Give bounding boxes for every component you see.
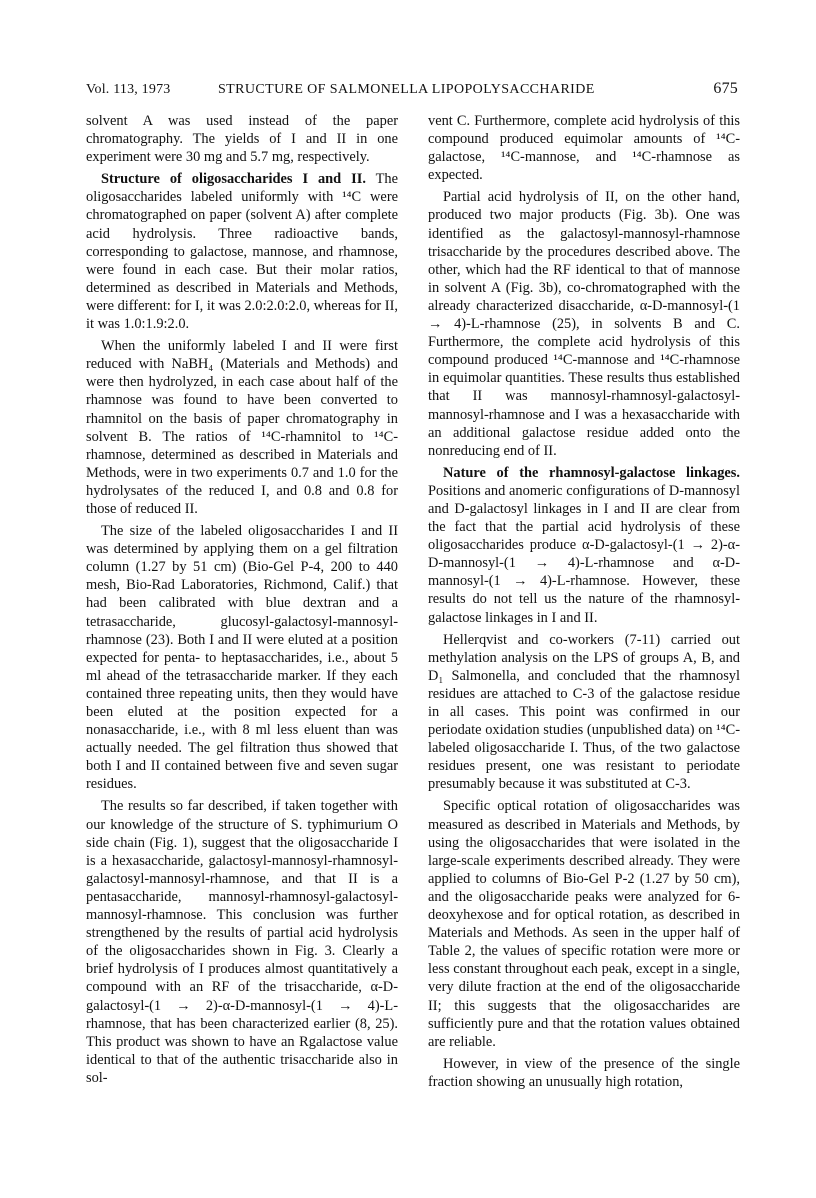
running-title: STRUCTURE OF SALMONELLA LIPOPOLYSACCHARIDE	[218, 82, 595, 97]
paragraph: Partial acid hydrolysis of II, on the other hand, produced two major products (Fig. 3b). One was identified as the galactosyl-mannosyl-rhamnose trisaccharide by the procedures described above. The other, which had the RF identical to that of mannose in solvent A (Fig. 3b), co-chromatographed with the already characterized disaccharide, α-D-mannosyl-(1 → 4)-L-rhamnose (25), in solvents B and C. Furthermore, the complete acid hydrolysis of this compound produced ¹⁴C-mannose and ¹⁴C-rhamnose in equimolar quantities. These results thus established that II was mannosyl-rhamnosyl-galactosyl-mannosyl-rhamnose and I was a hexasaccharide with an additional galactose residue added onto the nonreducing end of II.	[428, 189, 740, 459]
paragraph: Hellerqvist and co-workers (7-11) carried out methylation analysis on the LPS of groups A, B, and D₁ Salmonella, and concluded that the rhamnosyl residues are attached to C-3 of the galactose residue in all cases. This point was confirmed in our periodate oxidation studies (unpublished data) on ¹⁴C-labeled oligosaccharide I. Thus, of the two galactose residues present, one was resistant to periodate presumably because it was substituted at C-3.	[428, 631, 740, 793]
paragraph: The results so far described, if taken together with our knowledge of the structure of S. typhimurium O side chain (Fig. 1), suggest that the oligosaccharide I is a hexasaccharide, galactosyl-mannosyl-rhamnosyl-galactosyl-mannosyl-rhamnose, and that II is a pentasaccharide, mannosyl-rhamnosyl-galactosyl-mannosyl-rhamnose. This conclusion was further strengthened by the results of partial acid hydrolysis of the oligosaccharides shown in Fig. 3. Clearly a brief hydrolysis of I produces almost quantitatively a compound with an RF of the trisaccharide, α-D-galactosyl-(1 → 2)-α-D-mannosyl-(1 → 4)-L-rhamnose, that has been characterized earlier (8, 25). This product was shown to have an Rgalactose value identical to that of the authentic trisaccharide also in sol-	[86, 798, 398, 1086]
left-column	[86, 112, 398, 1091]
section-heading: Structure of oligosaccharides I and II.	[101, 171, 366, 188]
section-heading: Nature of the rhamnosyl-galactose linkages.	[443, 464, 740, 481]
paragraph: Nature of the rhamnosyl-galactose linkages. Positions and anomeric configurations of D-mannosyl and D-galactosyl linkages in I and II are clear from the fact that the partial acid hydrolysis of these oligosaccharides produce α-D-galactosyl-(1 → 2)-α-D-mannosyl-(1 → 4)-L-rhamnose and α-D-mannosyl-(1 → 4)-L-rhamnose. However, these results do not tell us the nature of the rhamnosyl-galactose linkages in I and II.	[428, 464, 740, 626]
paragraph: When the uniformly labeled I and II were first reduced with NaBH₄ (Materials and Methods) and were then hydrolyzed, in each case about half of the rhamnose was found to have been converted to rhamnitol on the basis of paper chromatography in solvent B. The ratios of ¹⁴C-rhamnitol to ¹⁴C-rhamnose, determined as described in Materials and Methods, were in two experiments 0.7 and 1.0 for the hydrolysates of the reduced I, and 0.8 and 0.8 for those of reduced II.	[86, 338, 398, 517]
paragraph: However, in view of the presence of the single fraction showing an unusually high rotation,	[428, 1055, 740, 1090]
volume-label: Vol. 113, 1973	[86, 82, 171, 97]
paragraph: vent C. Furthermore, complete acid hydrolysis of this compound produced equimolar amounts of ¹⁴C-galactose, ¹⁴C-mannose, and ¹⁴C-rhamnose as expected.	[428, 113, 740, 184]
page-number: 675	[713, 80, 738, 97]
paragraph: The size of the labeled oligosaccharides I and II was determined by applying them on a gel filtration column (1.27 by 51 cm) (Bio-Gel P-4, 200 to 440 mesh, Bio-Rad Laboratories, Richmond, Calif.) that had been calibrated with blue dextran and a tetrasaccharide, glucosyl-galactosyl-mannosyl-rhamnose (23). Both I and II were eluted at a position expected for penta- to heptasaccharides, i.e., about 5 ml ahead of the tetrasaccharide marker. If they each contained three repeating units, then they would have been eluted at the position expected for a nonasaccharide, i.e., with 8 ml less eluent than was actually needed. The gel filtration thus showed that both I and II contained between five and seven sugar residues.	[86, 523, 398, 793]
right-column	[428, 112, 740, 1095]
paragraph: Structure of oligosaccharides I and II. The oligosaccharides labeled uniformly with ¹⁴C were chromatographed on paper (solvent A) after complete acid hydrolysis. Three radioactive bands, corresponding to galactose, mannose, and rhamnose, were found in each case. But their molar ratios, determined as described in Materials and Methods, were different: for I, it was 2.0:2.0:2.0, whereas for II, it was 1.0:1.9:2.0.	[86, 171, 398, 333]
paragraph: solvent A was used instead of the paper chromatography. The yields of I and II in one experiment were 30 mg and 5.7 mg, respectively.	[86, 113, 398, 166]
paragraph: Specific optical rotation of oligosaccharides was measured as described in Materials and Methods, by using the oligosaccharides that were isolated in the large-scale experiments described already. They were applied to columns of Bio-Gel P-2 (1.27 by 50 cm), and the oligosaccharide peaks were analyzed for 6-deoxyhexose and for optical rotation, as described in Materials and Methods. As seen in the upper half of Table 2, the values of specific rotation were more or less constant throughout each peak, except in a single, very dilute fraction at the end of the oligosaccharide II; this suggests that the oligosaccharides are sufficiently pure and that the rotation values obtained are reliable.	[428, 798, 740, 1050]
running-header	[86, 82, 738, 104]
